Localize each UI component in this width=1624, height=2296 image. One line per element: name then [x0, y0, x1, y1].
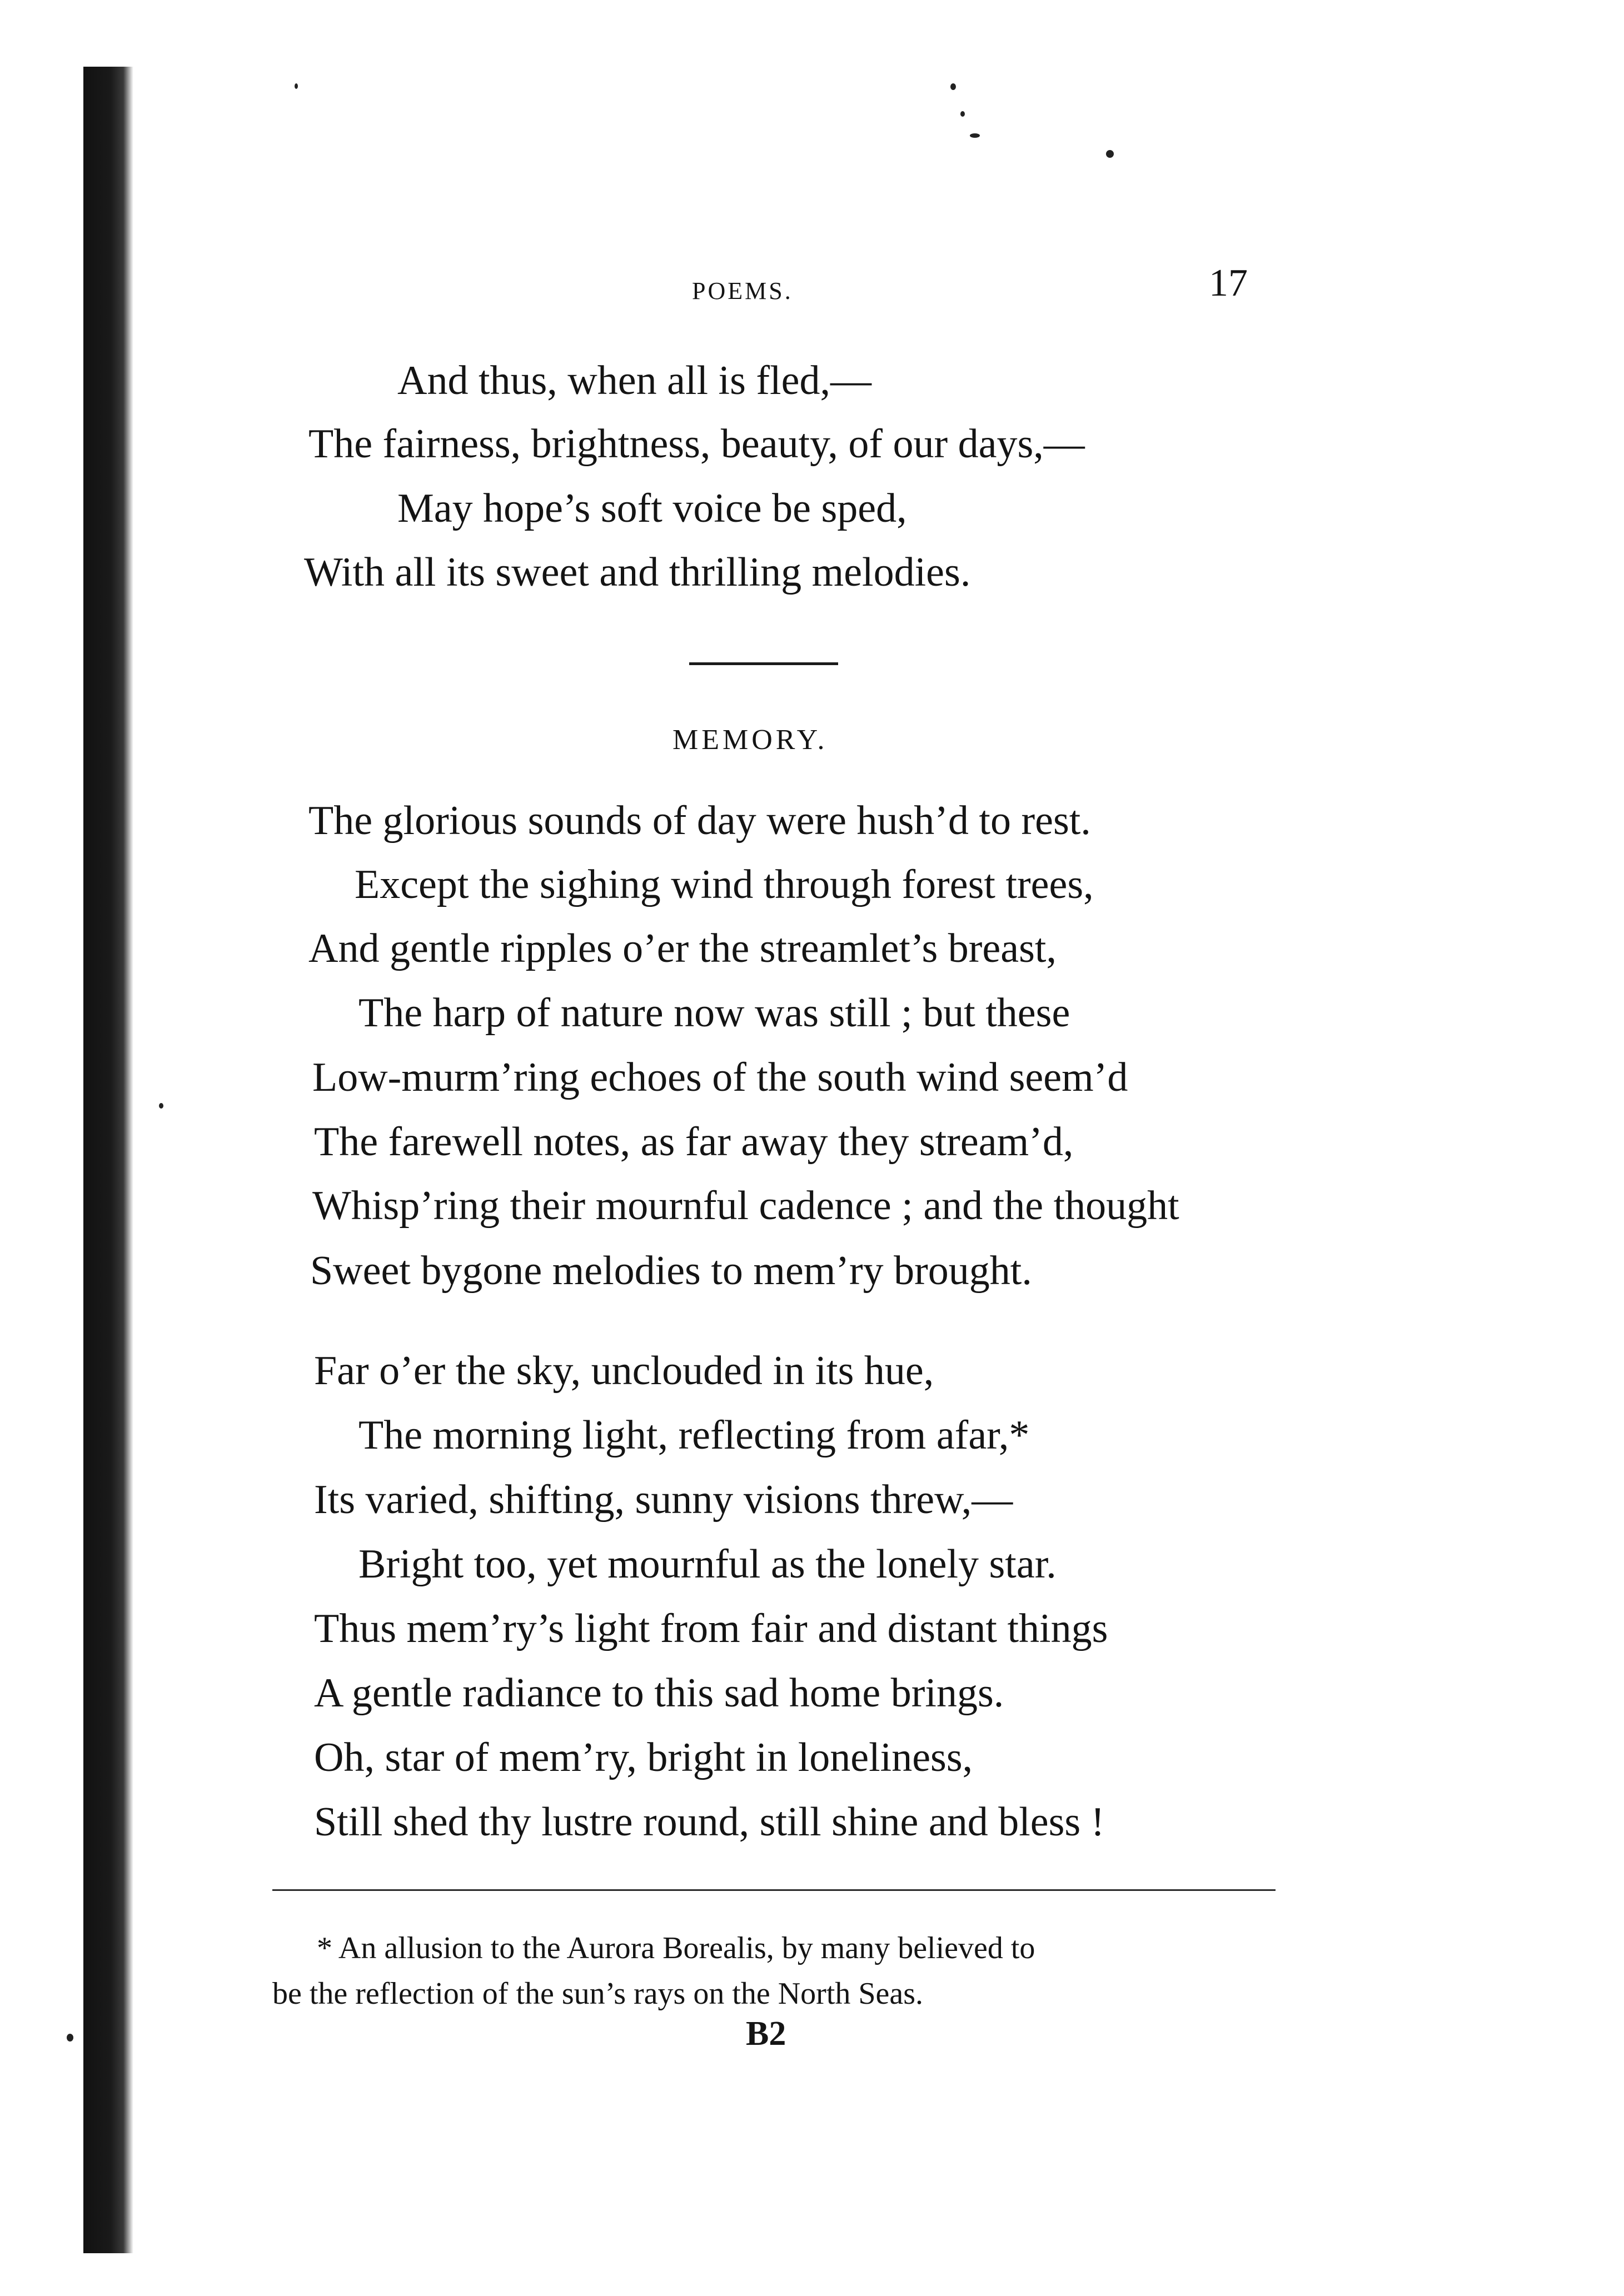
running-head: POEMS. [692, 277, 793, 305]
verse-line: Bright too, yet mournful as the lonely star. [358, 1541, 1057, 1587]
verse-line: Low-murm’ring echoes of the south wind seem’d [312, 1055, 1128, 1100]
verse-line: The fairness, brightness, beauty, of our days,— [308, 421, 1085, 467]
scan-speck [159, 1103, 163, 1109]
page-binding-edge [83, 67, 133, 2253]
footnote-line: * An allusion to the Aurora Borealis, by many believed to [317, 1931, 1035, 1965]
verse-line: The morning light, reflecting from afar,* [358, 1412, 1030, 1458]
poem-title: MEMORY. [672, 724, 828, 756]
verse-line: Far o’er the sky, unclouded in its hue, [314, 1348, 934, 1394]
verse-line: Still shed thy lustre round, still shine and bless ! [314, 1799, 1105, 1845]
verse-line: A gentle radiance to this sad home brings. [314, 1670, 1004, 1716]
signature-mark: B2 [746, 2015, 786, 2053]
page-number: 17 [1209, 262, 1248, 305]
scan-speck [67, 2034, 73, 2042]
verse-line: The farewell notes, as far away they stream’d, [314, 1119, 1074, 1165]
verse-line: The glorious sounds of day were hush’d to rest. [308, 798, 1091, 843]
verse-line: Thus mem’ry’s light from fair and distant things [314, 1606, 1108, 1651]
footnote-rule [272, 1889, 1276, 1891]
verse-line: The harp of nature now was still ; but these [358, 990, 1070, 1036]
verse-line: Oh, star of mem’ry, bright in loneliness, [314, 1735, 973, 1780]
verse-line: Whisp’ring their mournful cadence ; and the thought [312, 1183, 1179, 1229]
verse-line: And thus, when all is fled,— [397, 358, 871, 403]
scan-speck [1106, 150, 1114, 158]
scan-speck [970, 133, 980, 138]
section-divider [689, 662, 838, 665]
verse-line: Except the sighing wind through forest trees, [355, 862, 1094, 907]
footnote-line: be the reflection of the sun’s rays on the North Seas. [272, 1976, 924, 2011]
verse-line: May hope’s soft voice be sped, [397, 486, 907, 531]
verse-line: And gentle ripples o’er the streamlet’s breast, [308, 926, 1057, 971]
verse-line: Sweet bygone melodies to mem’ry brought. [310, 1248, 1032, 1294]
scan-speck [295, 83, 298, 89]
verse-line: With all its sweet and thrilling melodies. [304, 550, 971, 595]
verse-line: Its varied, shifting, sunny visions threw,— [314, 1477, 1013, 1523]
scan-speck [950, 83, 956, 90]
scan-speck [960, 111, 965, 117]
